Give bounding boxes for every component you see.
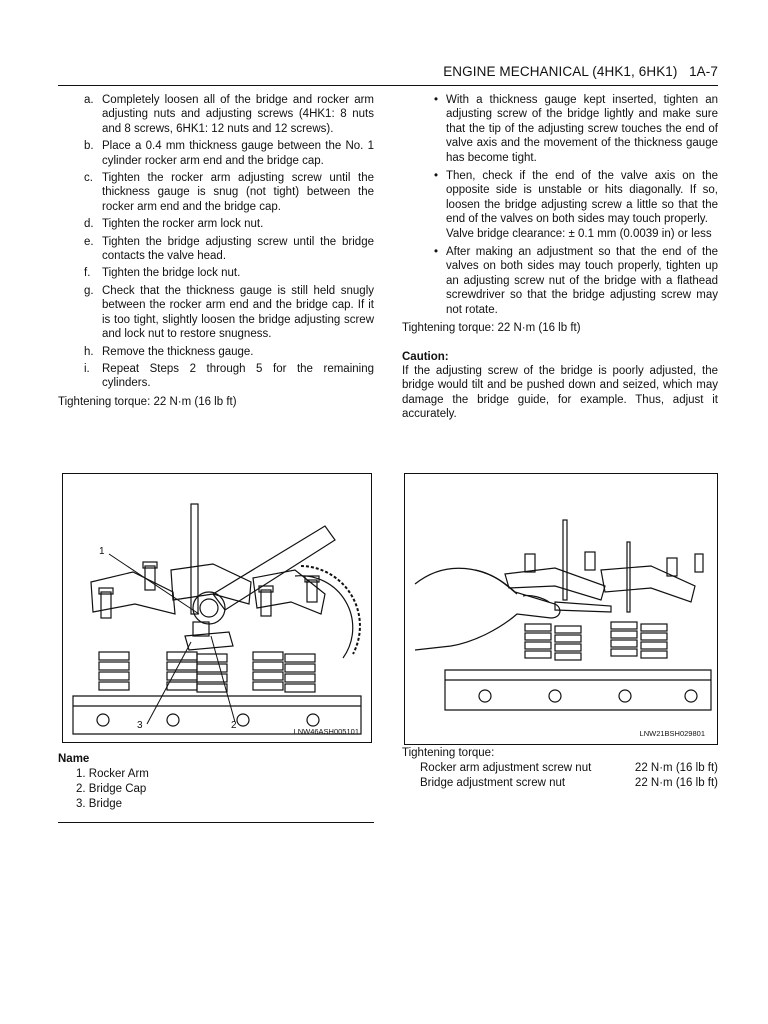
left-column [58,93,374,409]
step-item: c. Tighten the rocker arm adjusting screw until the thickness gauge is snug (not tight) between the rocker arm end and the bridge cap. [84,172,374,213]
torque-row [402,761,718,776]
tightening-torque-left: Tightening torque: 22 N·m (16 lb ft) [58,395,237,408]
right-column [402,93,718,422]
torque-table [402,746,718,791]
bridge-adjustment-illustration [405,474,717,744]
torque-value: 22 N·m (16 lb ft) [634,777,718,789]
torque-value: 22 N·m (16 lb ft) [634,762,718,774]
bullet-dot: • [434,94,439,106]
name-item: 2. Bridge Cap [76,783,147,795]
callout-2: 2 [231,720,237,731]
bullet-item: • With a thickness gauge kept inserted, tighten an adjusting screw of the bridge lightly and make sure that the tip of the adjusting screw touches the end of valve axis and the movement of the thickness gauge has become tight. [434,94,718,164]
bullet-item: • Then, check if the end of the valve axis on the opposite side is unstable or hits diagonally. If so, loosen the bridge adjusting screw a little so that the end of the valves on both sides may touch properly. Valve bridge clearance: ± 0.1 mm (0.0039 in) or less [434,170,718,240]
bullet-dot: • [434,170,439,183]
step-item: e. Tighten the bridge adjusting screw until the bridge contacts the valve head. [84,235,374,263]
page-header [58,64,718,84]
procedure-steps [58,93,374,391]
bullet-dot: • [434,246,439,259]
figure-bridge-adjustment [404,473,718,745]
header-rule [58,85,718,86]
figure-rocker-arm [62,473,372,743]
torque-row [402,776,718,791]
step-item: h. Remove the thickness gauge. [84,345,254,358]
step-item: a. Completely loosen all of the bridge and rocker arm adjusting nuts and adjusting screws (4HK1: 8 nuts and 8 screws, 6HK1: 12 nuts and 12 screws). [84,94,374,135]
rocker-arm-illustration [63,474,371,742]
component-names [58,752,374,823]
caution-text: If the adjusting screw of the bridge is poorly adjusted, the bridge would tilt and be pushed down and seized, which may damage the bridge guide, for example. Thus, adjust it accurately. [402,364,718,421]
figure-code: LNW46ASH005101 [293,727,359,736]
step-item: i. Repeat Steps 2 through 5 for the remaining cylinders. [84,362,374,390]
header-title: ENGINE MECHANICAL (4HK1, 6HK1) [443,64,678,79]
step-item: g. Check that the thickness gauge is still held snugly between the rocker arm end and the bridge cap. If it is too tight, slightly loosen the bridge adjusting screw and lock nut to restore snugness. [84,284,374,341]
adjustment-bullets [402,93,718,317]
caution-title: Caution: [402,350,449,363]
torque-label: Bridge adjustment screw nut [420,777,566,789]
page-number: 1A-7 [689,64,718,79]
name-item: 1. Rocker Arm [76,768,149,780]
bullet-item: • After making an adjustment so that the end of the valves on both sides may touch properly, tighten up an adjusting screw nut of the bridge with a flathead screwdriver so that the bridge adjusting screw may not rotate. [434,246,718,316]
valve-bridge-clearance: Valve bridge clearance: ± 0.1 mm (0.0039 in) or less [446,227,712,240]
callout-1: 1 [99,546,105,557]
step-item: b. Place a 0.4 mm thickness gauge between the No. 1 cylinder rocker arm end and the bridge cap. [84,140,374,167]
names-title: Name [58,753,90,765]
figure-code: LNW21BSH029801 [639,729,705,738]
step-item: f. Tighten the bridge lock nut. [84,267,241,280]
torque-table-title: Tightening torque: [402,747,495,759]
tightening-torque-right: Tightening torque: 22 N·m (16 lb ft) [402,322,581,335]
torque-label: Rocker arm adjustment screw nut [420,762,592,774]
step-item: d. Tighten the rocker arm lock nut. [84,218,264,231]
names-rule [58,822,374,823]
name-item: 3. Bridge [76,798,123,810]
callout-3: 3 [137,720,143,731]
